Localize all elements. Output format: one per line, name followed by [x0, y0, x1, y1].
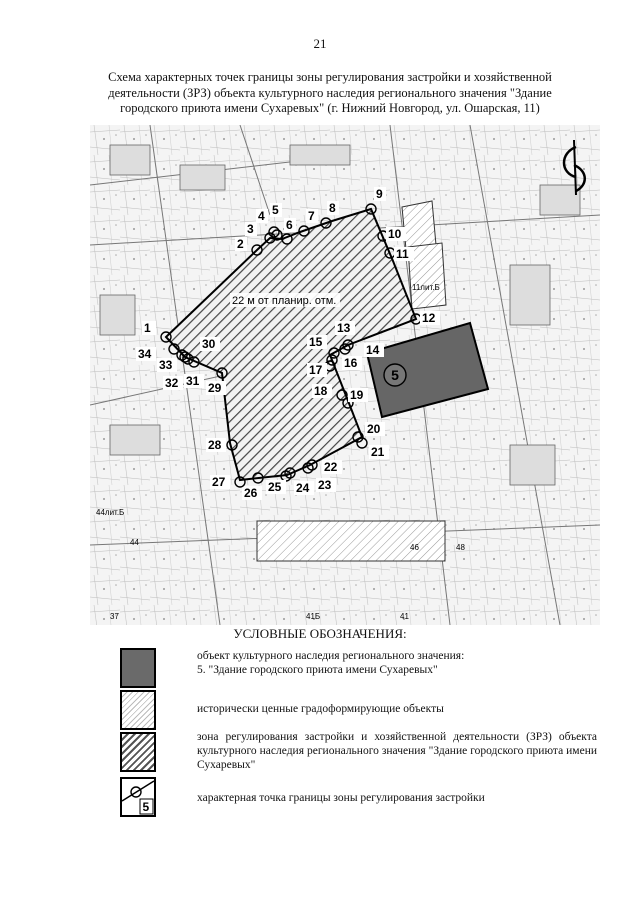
svg-text:14: 14: [366, 343, 380, 357]
svg-text:27: 27: [212, 475, 226, 489]
street-label-6: 41Б: [306, 612, 321, 621]
svg-text:25: 25: [268, 480, 282, 494]
svg-text:10: 10: [388, 227, 402, 241]
legend-point-number: 5: [142, 800, 150, 814]
legend-text-historic: исторически ценные градоформирующие объекты: [197, 703, 444, 715]
legend-heritage-line-1: объект культурного наследия регионального значения:: [197, 650, 465, 662]
legend-text-point: характерная точка границы зоны регулирования застройки: [197, 792, 485, 804]
svg-text:17: 17: [309, 363, 323, 377]
svg-text:32: 32: [165, 376, 179, 390]
legend-heading: УСЛОВНЫЕ ОБОЗНАЧЕНИЯ:: [233, 626, 407, 641]
legend-swatch-heritage: [120, 648, 156, 688]
svg-text:13: 13: [337, 321, 351, 335]
svg-text:8: 8: [329, 201, 336, 215]
title-line-2: деятельности (ЗРЗ) объекта культурного наследия регионального значения "Здание: [108, 85, 552, 100]
svg-text:31: 31: [186, 374, 200, 388]
svg-text:26: 26: [244, 486, 258, 500]
svg-text:28: 28: [208, 438, 222, 452]
svg-text:9: 9: [376, 187, 383, 201]
svg-text:33: 33: [159, 358, 173, 372]
legend-item-point: [120, 777, 600, 819]
legend-heritage-line-2: 5. "Здание городского приюта имени Сухаревых": [197, 664, 438, 676]
svg-text:12: 12: [422, 311, 436, 325]
legend-text-zrz: зона регулирования застройки и хозяйственной деятельности (ЗРЗ) объекта культурного наследия регионального значения "Здание городского приюта имени Сухаревых": [197, 731, 597, 771]
scheme-title: [80, 70, 580, 117]
historic-building-bottom: [257, 521, 445, 561]
svg-text:19: 19: [350, 388, 364, 402]
svg-text:18: 18: [314, 384, 328, 398]
svg-text:5: 5: [272, 203, 279, 217]
svg-text:15: 15: [309, 335, 323, 349]
svg-text:29: 29: [208, 381, 222, 395]
svg-text:1: 1: [144, 321, 151, 335]
zone-height-label: 22 м от планир. отм.: [232, 295, 337, 307]
street-label-3: 46: [410, 543, 419, 552]
street-label-1: 44лит.Б: [96, 508, 125, 517]
legend-swatch-historic: [120, 690, 156, 730]
legend-item-historic: [120, 690, 600, 732]
legend-item-zrz: [120, 730, 600, 778]
svg-text:21: 21: [371, 445, 385, 459]
zone-map: [90, 125, 600, 625]
svg-text:22: 22: [324, 460, 338, 474]
svg-text:16: 16: [344, 356, 358, 370]
street-label-2: 44: [130, 538, 139, 547]
title-line-1: Схема характерных точек границы зоны регулирования застройки и хозяйственной: [108, 70, 552, 84]
svg-text:4: 4: [258, 209, 265, 223]
street-label-7: 41: [400, 612, 409, 621]
svg-text:3: 3: [247, 222, 254, 236]
title-line-3: городского приюта имени Сухаревых" (г. Нижний Новгород, ул. Ошарская, 11): [120, 101, 540, 115]
svg-text:7: 7: [308, 209, 315, 223]
svg-text:20: 20: [367, 422, 381, 436]
svg-text:11: 11: [396, 247, 409, 261]
street-label-4: 48: [456, 543, 465, 552]
svg-text:23: 23: [318, 478, 332, 492]
street-label-5: 37: [110, 612, 119, 621]
legend-text-heritage: [197, 649, 597, 677]
svg-text:30: 30: [202, 337, 216, 351]
building-label: 11лит.Б: [412, 283, 440, 292]
svg-text:6: 6: [286, 218, 293, 232]
svg-text:24: 24: [296, 481, 310, 495]
svg-text:2: 2: [237, 237, 244, 251]
heritage-object-number: 5: [391, 367, 399, 383]
legend-item-heritage: [120, 645, 600, 695]
svg-text:34: 34: [138, 347, 152, 361]
legend-swatch-zrz: [120, 732, 156, 772]
legend-swatch-point: [120, 777, 156, 817]
page-number: 21: [313, 36, 327, 51]
